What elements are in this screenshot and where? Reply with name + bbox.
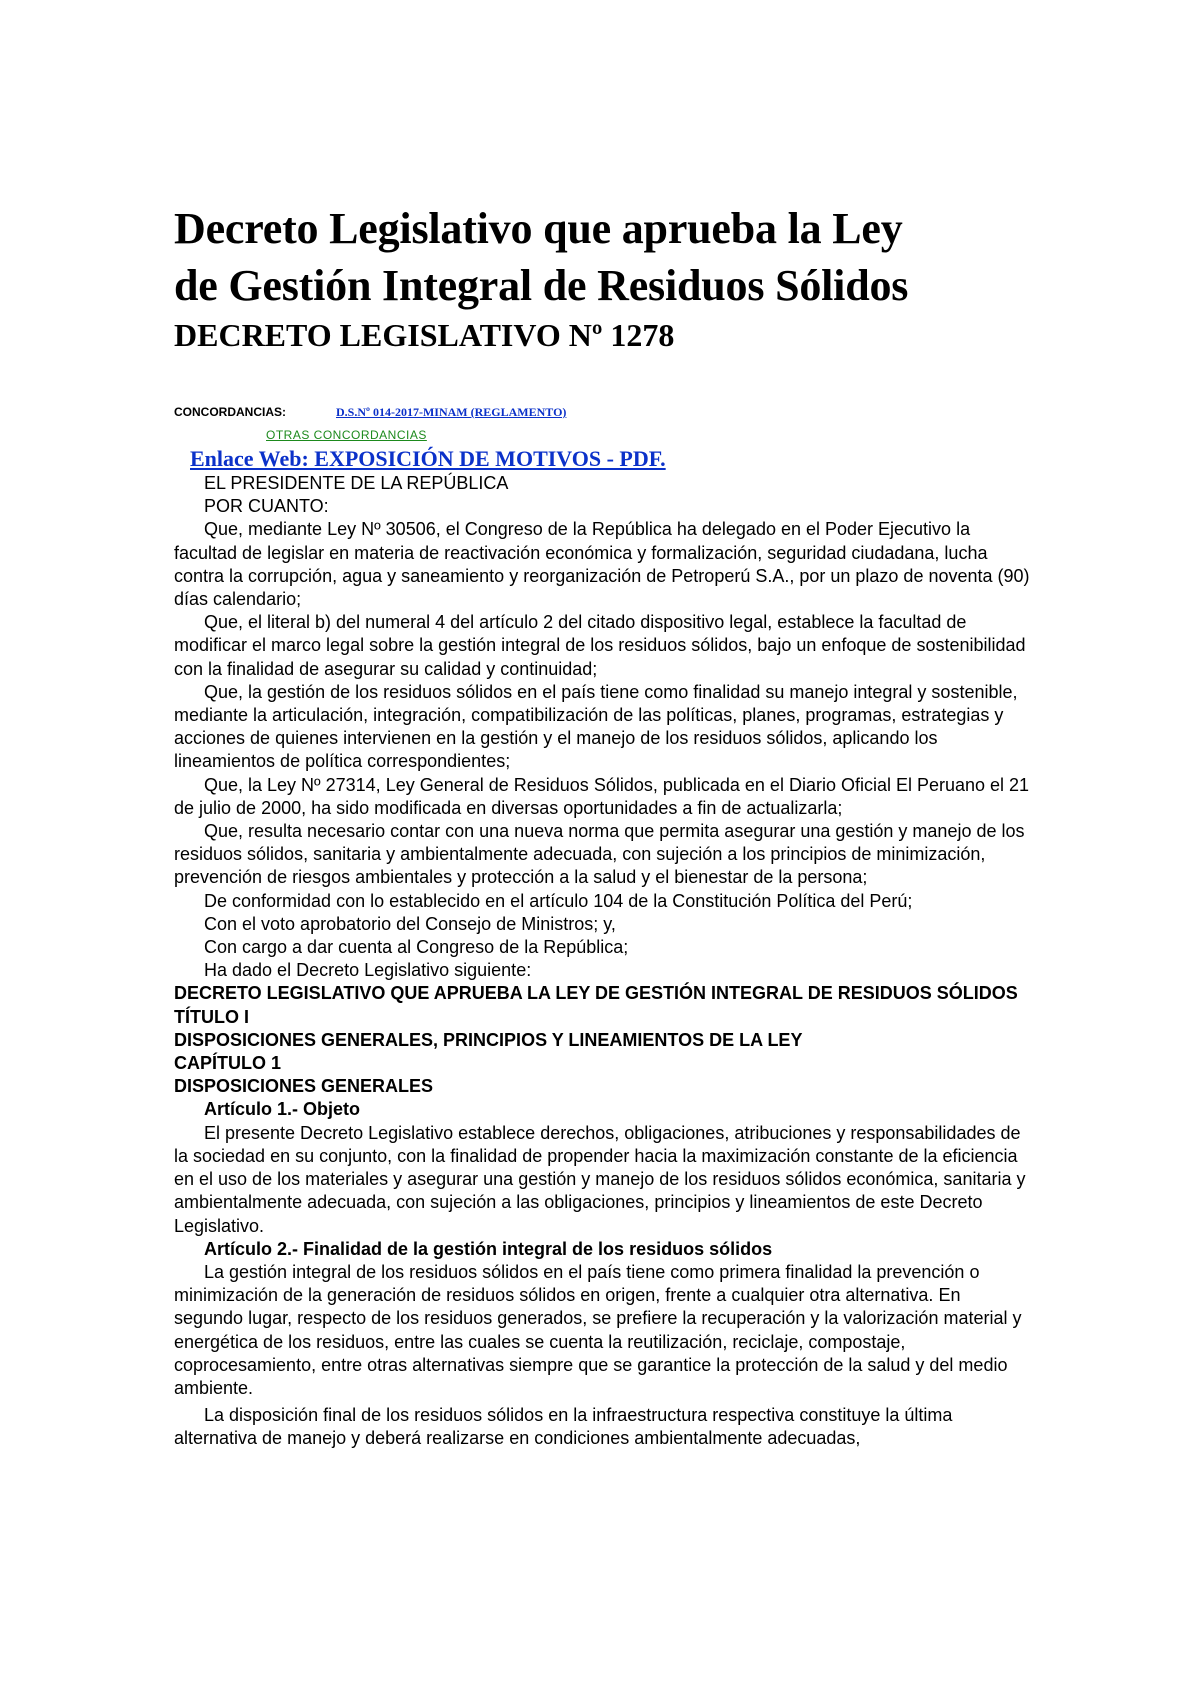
paragraph-5: Que, resulta necesario contar con una nueva norma que permita asegurar una gestión y manejo de los residuos sólidos, sanitaria y ambientalmente adecuada, con sujeción a los principios de minimización, prevención de riesgos ambientales y protección a la salud y el bienestar de la persona; — [174, 821, 1025, 888]
paragraph-1: Que, mediante Ley Nº 30506, el Congreso de la República ha delegado en el Poder Ejecutivo la facultad de legislar en materia de reactivación económica y formalización, seguridad ciudadana, lucha contra la corrupción, agua y saneamiento y reorganización de Petroperú S.A., por un plazo de noventa (90) días calendario; — [174, 519, 1030, 610]
article-2-title: Artículo 2.- Finalidad de la gestión integral de los residuos sólidos — [204, 1238, 773, 1259]
article-1-title: Artículo 1.- Objeto — [204, 1099, 361, 1120]
paragraph-4: Que, la Ley Nº 27314, Ley General de Residuos Sólidos, publicada en el Diario Oficial El Peruano el 21 de julio de 2000, ha sido modificada en diversas oportunidades a fin de actualizarla; — [174, 774, 1030, 818]
article-1-text: El presente Decreto Legislativo establece derechos, obligaciones, atribuciones y responsabilidades de la sociedad en su conjunto, con la finalidad de propender hacia la maximización constante de la eficiencia en el uso de los materiales y asegurar una gestión y manejo de los residuos sólidos económica, sanitaria y ambientalmente adecuada, con sujeción a las obligaciones, principios y lineamientos de este Decreto Legislativo. — [174, 1122, 1026, 1236]
presidente-line: EL PRESIDENTE DE LA REPÚBLICA — [204, 473, 509, 493]
paragraph-6: De conformidad con lo establecido en el artículo 104 de la Constitución Política del Perú; — [204, 890, 913, 911]
reglamento-link[interactable]: D.S.Nº 014-2017-MINAM (REGLAMENTO) — [336, 405, 567, 419]
paragraph-8: Con cargo a dar cuenta al Congreso de la República; — [204, 937, 629, 958]
title-line-2: de Gestión Integral de Residuos Sólidos — [174, 261, 909, 310]
title-line-1: Decreto Legislativo que aprueba la Ley — [174, 204, 903, 253]
heading-capitulo: CAPÍTULO 1 — [174, 1053, 282, 1074]
por-cuanto-line: POR CUANTO: — [204, 496, 329, 517]
heading-disposiciones-generales: DISPOSICIONES GENERALES — [174, 1076, 434, 1097]
article-2-text-2: La disposición final de los residuos sólidos en la infraestructura respectiva constituye la última alternativa de manejo y deberá realizarse en condiciones ambientalmente adecuadas, — [174, 1405, 953, 1449]
paragraph-9: Ha dado el Decreto Legislativo siguiente: — [204, 960, 532, 981]
concordancias-label: CONCORDANCIAS: — [174, 405, 286, 419]
paragraph-2: Que, el literal b) del numeral 4 del artículo 2 del citado dispositivo legal, establece la facultad de modificar el marco legal sobre la gestión integral de los residuos sólidos, bajo un enfoque de sostenibilidad con la finalidad de asegurar su calidad y continuidad; — [174, 612, 1026, 679]
paragraph-3: Que, la gestión de los residuos sólidos en el país tiene como finalidad su manejo integral y sostenible, mediante la articulación, integración, compatibilización de las políticas, planes, programas, estrategias y acciones de quienes intervienen en la gestión y el manejo de los residuos sólidos, aplicando los lineamientos de política correspondientes; — [174, 681, 1018, 772]
exposicion-motivos-link[interactable]: Enlace Web: EXPOSICIÓN DE MOTIVOS - PDF. — [190, 446, 666, 471]
heading-decreto: DECRETO LEGISLATIVO QUE APRUEBA LA LEY DE GESTIÓN INTEGRAL DE RESIDUOS SÓLIDOS — [174, 983, 1018, 1004]
heading-disposiciones-principios: DISPOSICIONES GENERALES, PRINCIPIOS Y LINEAMIENTOS DE LA LEY — [174, 1029, 803, 1050]
paragraph-7: Con el voto aprobatorio del Consejo de Ministros; y, — [204, 913, 616, 934]
document-body — [174, 472, 1032, 1451]
otras-concordancias-link[interactable]: OTRAS CONCORDANCIAS — [266, 428, 427, 442]
concordancias-row — [174, 404, 1032, 420]
document-title — [174, 200, 1032, 314]
heading-titulo: TÍTULO I — [174, 1006, 249, 1027]
article-2-text-1: La gestión integral de los residuos sólidos en el país tiene como primera finalidad la prevención o minimización de la generación de residuos sólidos en origen, frente a cualquier otra alternativa. En segundo lugar, respecto de los residuos generados, se prefiere la recuperación y la valorización material y energética de los residuos, entre las cuales se cuenta la reutilización, reciclaje, compostaje, coprocesamiento, entre otras alternativas siempre que se garantice la protección de la salud y del medio ambiente. — [174, 1261, 1022, 1398]
document-subtitle: DECRETO LEGISLATIVO Nº 1278 — [174, 317, 675, 353]
